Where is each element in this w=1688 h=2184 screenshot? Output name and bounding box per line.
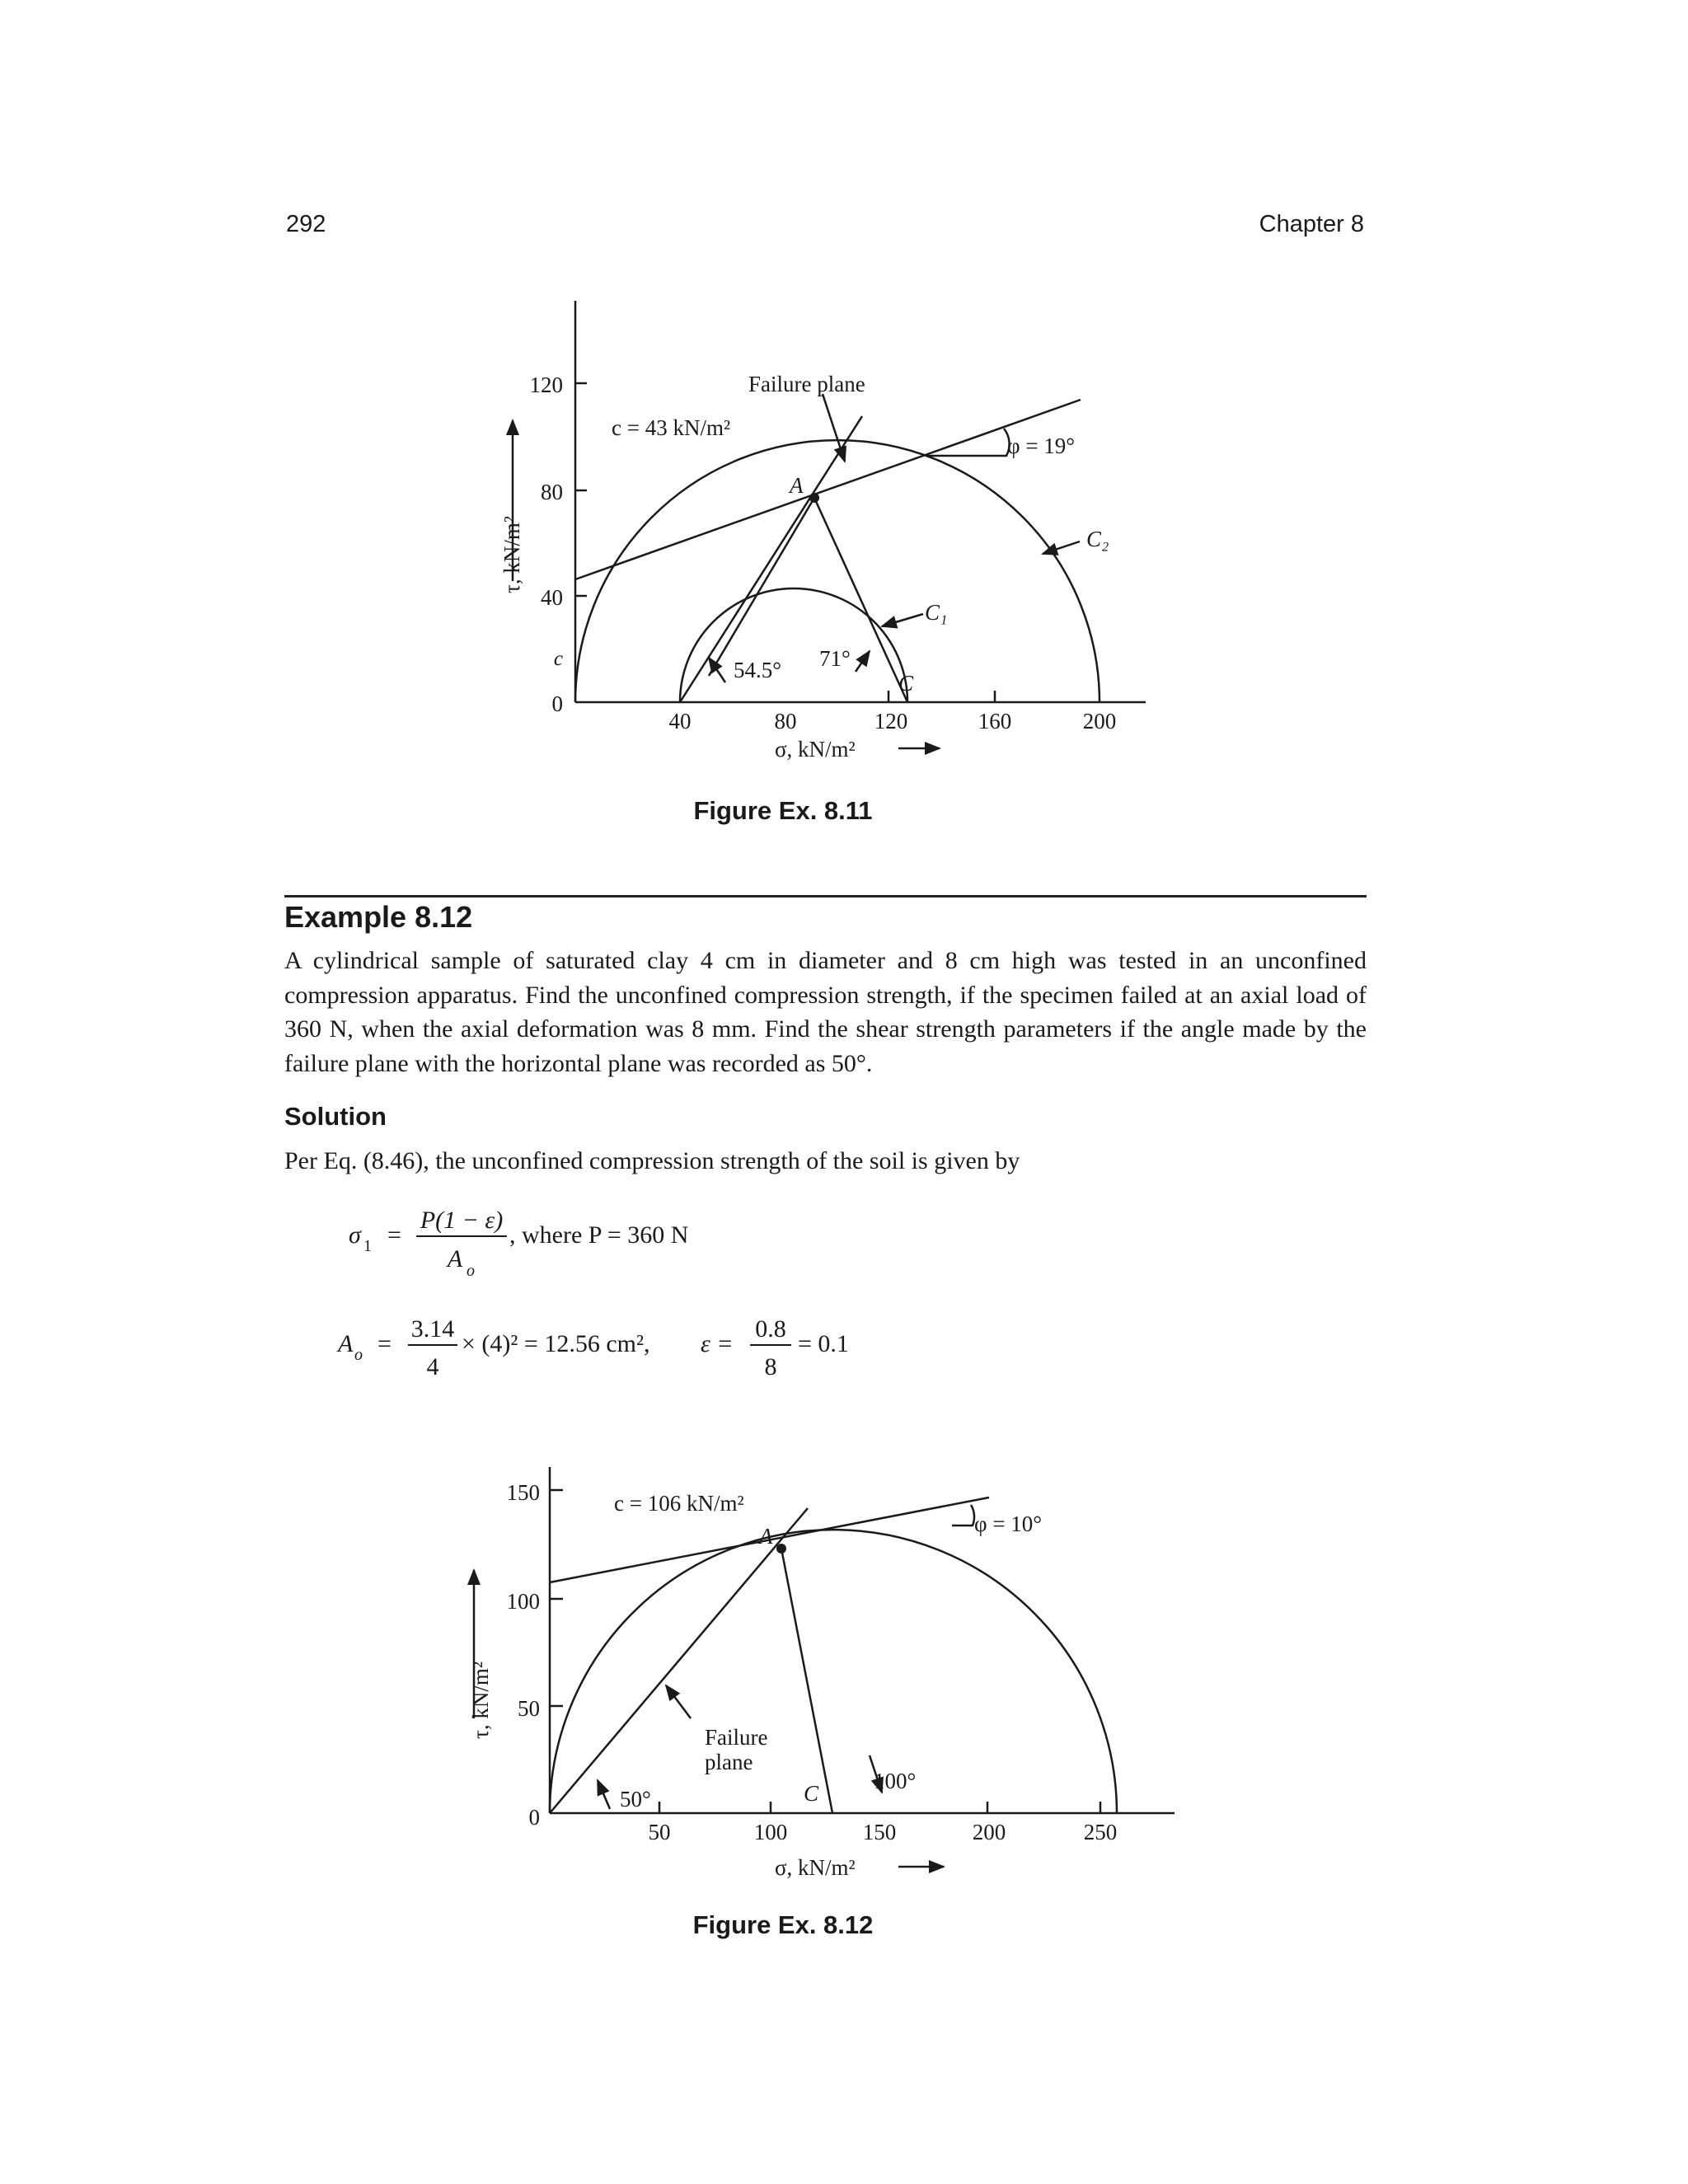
fig2-failure-plane-line <box>550 1508 808 1813</box>
figure-8-11-caption: Figure Ex. 8.11 <box>693 796 873 825</box>
fig1-ytick-40: 40 <box>541 585 563 610</box>
fig1-point-a-label: A <box>790 473 804 498</box>
eq2-result: = 0.1 <box>798 1330 849 1357</box>
fig2-angle1-label: 50° <box>620 1787 651 1811</box>
fig1-point-c-label: C <box>898 671 914 696</box>
fig1-circle-c1-label: C₁ <box>925 600 948 625</box>
fig2-phi-label: φ = 10° <box>974 1511 1043 1536</box>
fig1-cohesion-label: c = 43 kN/m² <box>612 415 731 440</box>
fig2-xtick-250: 250 <box>1083 1820 1118 1844</box>
fig2-point-a-marker <box>776 1544 786 1554</box>
fig2-failure-label-line2: plane <box>705 1750 753 1774</box>
fig1-ylabel: τ, kN/m² <box>499 516 524 593</box>
eq1-numerator: P(1 − ε) <box>420 1207 504 1234</box>
figure-8-12-caption: Figure Ex. 8.12 <box>692 1910 874 1939</box>
eq2-epsilon: ε = <box>701 1330 734 1357</box>
fig1-angle1-label: 54.5° <box>734 658 782 682</box>
example-title: Example 8.12 <box>284 900 473 934</box>
fig2-ytick-100: 100 <box>506 1589 540 1614</box>
page-number: 292 <box>286 211 326 237</box>
fig1-xtick-160: 160 <box>978 709 1012 733</box>
fig1-xtick-120: 120 <box>874 709 908 733</box>
eq1-where: , where P = 360 N <box>509 1221 689 1249</box>
fig1-phi-label: φ = 19° <box>1007 434 1076 458</box>
fig2-failure-label-line1: Failure <box>705 1725 768 1750</box>
eq2-middle: × (4)² = 12.56 cm², <box>462 1330 650 1357</box>
fig1-angle2-label: 71° <box>819 646 851 671</box>
fig2-ylabel: τ, kN/m² <box>468 1661 493 1739</box>
fig2-angle2-label: 100° <box>874 1769 917 1793</box>
fig2-cohesion-label: c = 106 kN/m² <box>614 1491 744 1516</box>
solution-intro: Per Eq. (8.46), the unconfined compression strength of the soil is given by <box>284 1147 1020 1174</box>
fig2-ytick-50: 50 <box>518 1696 540 1721</box>
eq1-lhs-sub: 1 <box>363 1237 372 1255</box>
fig1-ytick-0: 0 <box>551 691 563 716</box>
fig1-xtick-40: 40 <box>668 709 692 733</box>
solution-heading: Solution <box>284 1102 387 1131</box>
fig1-ytick-c: c <box>553 648 563 670</box>
fig1-ytick-120: 120 <box>529 373 563 397</box>
fig2-ytick-0: 0 <box>528 1805 540 1830</box>
fig1-xtick-80: 80 <box>774 709 797 733</box>
fig2-point-a-label: A <box>759 1524 773 1549</box>
eq2-numerator: 3.14 <box>410 1315 455 1343</box>
svg-text:=: = <box>387 1221 401 1249</box>
eq1-lhs: σ <box>349 1221 361 1249</box>
eq2-lhs: A <box>338 1330 354 1357</box>
fig2-xtick-150: 150 <box>862 1820 897 1844</box>
fig2-mohr-circle <box>550 1530 1117 1813</box>
fig1-failure-plane-label: Failure plane <box>748 372 865 396</box>
fig2-xtick-200: 200 <box>972 1820 1006 1844</box>
fig2-xlabel: σ, kN/m² <box>775 1855 856 1880</box>
fig1-xlabel: σ, kN/m² <box>775 737 856 762</box>
eq2-denominator: 4 <box>426 1353 439 1380</box>
eq2-lhs-sub: o <box>354 1346 363 1364</box>
eq2-numerator2: 0.8 <box>755 1315 786 1343</box>
fig2-ytick-150: 150 <box>506 1480 540 1505</box>
chapter-label: Chapter 8 <box>1259 211 1364 237</box>
fig1-xtick-200: 200 <box>1082 709 1117 733</box>
fig1-ytick-80: 80 <box>541 480 563 504</box>
eq1-denominator: A <box>447 1245 463 1272</box>
fig2-point-c-label: C <box>804 1781 819 1806</box>
fig2-xtick-100: 100 <box>753 1820 788 1844</box>
fig2-xtick-50: 50 <box>648 1820 671 1844</box>
example-body: A cylindrical sample of saturated clay 4 cm in diameter and 8 cm high was tested in an unconfined compression apparatus. Find the unconfined compression strength, if the specimen failed at an axial load of 360 N, when the axial deformation was 8 mm. Find the shear strength parameters if the angle made by the failure plane with the horizontal plane was recorded as 50°. <box>284 947 1367 1077</box>
eq2-denominator2: 8 <box>764 1353 777 1380</box>
eq1-denominator-sub: o <box>467 1262 475 1280</box>
fig2-pole-line <box>781 1549 832 1813</box>
svg-text:=: = <box>377 1330 392 1357</box>
fig1-circle-c2-label: C₂ <box>1086 527 1109 551</box>
